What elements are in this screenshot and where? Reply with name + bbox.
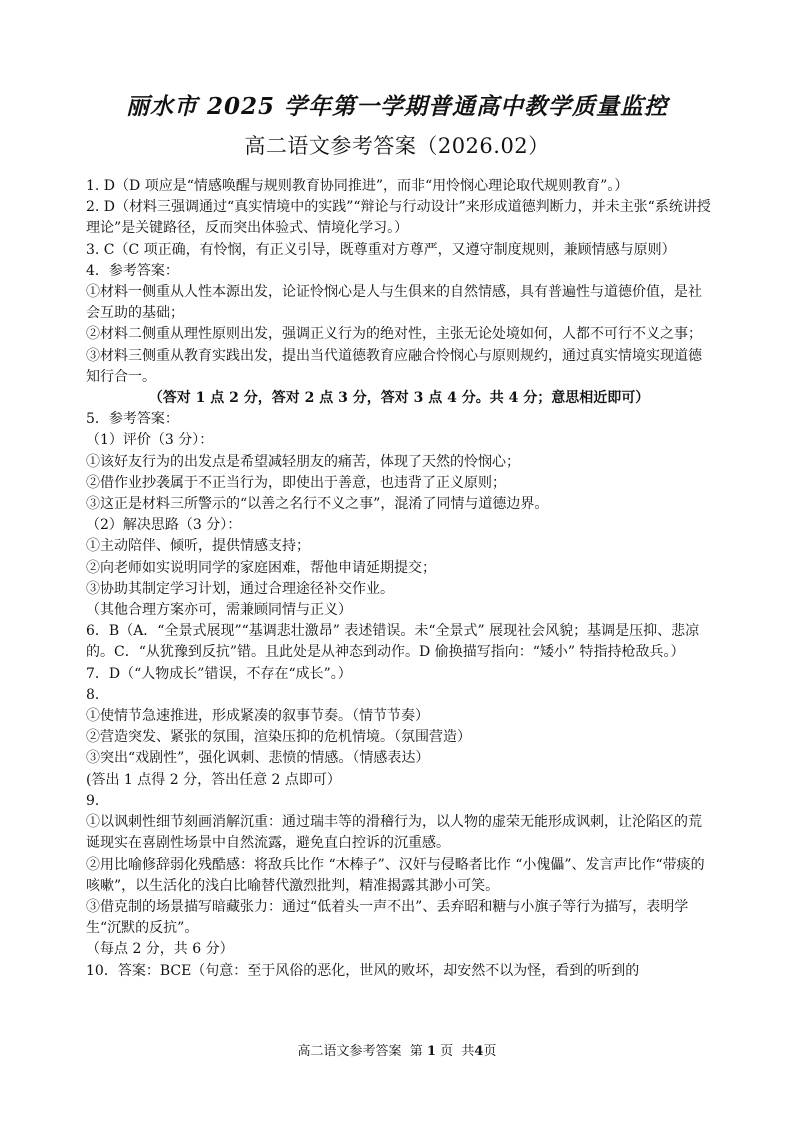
- answer-5-1-point-2: ②借作业抄袭属于不正当行为，即使出于善意，也违背了正义原则；: [86, 474, 506, 491]
- answer-6: 6．B（A．“全景式展现”“基调悲壮激昂” 表述错误。未“全景式” 展现社会风貌；基调是压抑、悲凉的。C．“从犹豫到反抗”错。且此处是从神态到动作。D 偷换描写指向：“矮小” 特指持枪敌兵。）: [86, 623, 700, 661]
- footer-page-number: 1: [426, 1044, 436, 1059]
- answer-5-heading: 5．参考答案：: [86, 411, 179, 428]
- answer-4-point-1: ①材料一侧重从人性本源出发，论证怜悯心是人与生俱来的自然情感，具有普遍性与道德价值，是社会互助的基础；: [86, 284, 702, 322]
- footer-page-unit: 页: [440, 1044, 454, 1059]
- exam-title: 丽水市 2025 学年第一学期普通高中教学质量监控: [125, 93, 669, 120]
- document-subtitle: 高二语文参考答案（2026.02）: [244, 134, 550, 158]
- answer-8-point-2: ②营造突发、紧张的氛围，渲染压抑的危机情境。（氛围营造）: [86, 729, 471, 746]
- answer-5-2-point-3: ③协助其制定学习计划，通过合理途径补交作业。: [86, 580, 394, 597]
- answer-3: 3. C（C 项正确，有怜悯，有正义引导，既尊重对方尊严，又遵守制度规则，兼顾情感与原则）: [86, 241, 676, 258]
- footer-total-unit: 页: [483, 1044, 497, 1059]
- answer-5-2-point-2: ②向老师如实说明同学的家庭困难，帮他申请延期提交；: [86, 559, 436, 576]
- answer-5-2-point-1: ①主动陪伴、倾听，提供情感支持；: [86, 538, 310, 555]
- footer-total-prefix: 共: [461, 1044, 475, 1059]
- footer-total-number: 4: [474, 1044, 484, 1059]
- answer-9-scoring: （每点 2 分，共 6 分）: [86, 941, 234, 958]
- page-footer: [0, 1040, 794, 1059]
- answer-8-scoring: (答出 1 点得 2 分，答出任意 2 点即可）: [86, 771, 341, 788]
- answer-5-1-point-3: ③这正是材料三所警示的“以善之名行不义之事”，混淆了同情与道德边界。: [86, 496, 549, 513]
- answer-2: 2. D（材料三强调通过“真实情境中的实践”“辩论与行动设计”来形成道德判断力，并未主张“系统讲授理论”是关键路径，反而突出体验式、情境化学习。）: [86, 199, 711, 237]
- answer-5-part-1: （1）评价（3 分）：: [86, 432, 214, 449]
- answer-9-point-1: ①以讽刺性细节刻画消解沉重：通过瑞丰等的滑稽行为，以人物的虚荣无能形成讽刺，让沦陷区的荒诞现实在喜剧性场景中自然流露，避免直白控诉的沉重感。: [86, 814, 702, 852]
- answer-8-point-3: ③突出“戏剧性”，强化讽刺、悲愤的情感。（情感表达）: [86, 750, 430, 767]
- answer-5-part-2: （2）解决思路（3 分）：: [86, 517, 242, 534]
- answer-5-1-point-1: ①该好友行为的出发点是希望减轻朋友的痛苦，体现了天然的怜悯心；: [86, 453, 520, 470]
- answer-4-point-3: ③材料三侧重从教育实践出发，提出当代道德教育应融合怜悯心与原则规约，通过真实情境实现道德知行合一。: [86, 347, 702, 385]
- answer-4-scoring: （答对 1 点 2 分，答对 2 点 3 分，答对 3 点 4 分。共 4 分；意思相近即可）: [148, 390, 650, 407]
- answer-5-note: （其他合理方案亦可，需兼顾同情与正义）: [86, 602, 352, 619]
- answer-10: 10．答案：BCE（句意：至于风俗的恶化，世风的败坏，却安然不以为怪，看到的听到的: [86, 962, 640, 979]
- answer-4-point-2: ②材料二侧重从理性原则出发，强调正义行为的绝对性，主张无论处境如何，人都不可行不义之事；: [86, 326, 702, 343]
- answer-content: [86, 176, 712, 982]
- answer-8-point-1: ①使情节急速推进，形成紧凑的叙事节奏。（情节节奏）: [86, 708, 429, 725]
- footer-page-prefix: 第: [409, 1044, 423, 1059]
- footer-subject: 高二语文参考答案: [297, 1044, 402, 1059]
- answer-8-heading: 8．: [86, 686, 109, 703]
- answer-9-heading: 9．: [86, 792, 109, 809]
- answer-9-point-3: ③借克制的场景描写暗藏张力：通过“低着头一声不出”、丢弃昭和糖与小旗子等行为描写，表明学生“沉默的反抗”。: [86, 898, 689, 937]
- answer-1: 1. D（D 项应是“情感唤醒与规则教育协同推进”，而非“用怜悯心理论取代规则教育”。）: [86, 178, 629, 194]
- answer-9-point-2: ②用比喻修辞弱化残酷感：将敌兵比作 “木棒子”、汉奸与侵略者比作 “小傀儡”、发言声比作“带痰的咳嗽”，以生活化的浅白比喻替代激烈批判，精准揭露其渺小可笑。: [86, 856, 705, 894]
- answer-7: 7．D（“人物成长”错误，不存在“成长”。）: [86, 665, 352, 682]
- answer-4-heading: 4．参考答案：: [86, 262, 179, 279]
